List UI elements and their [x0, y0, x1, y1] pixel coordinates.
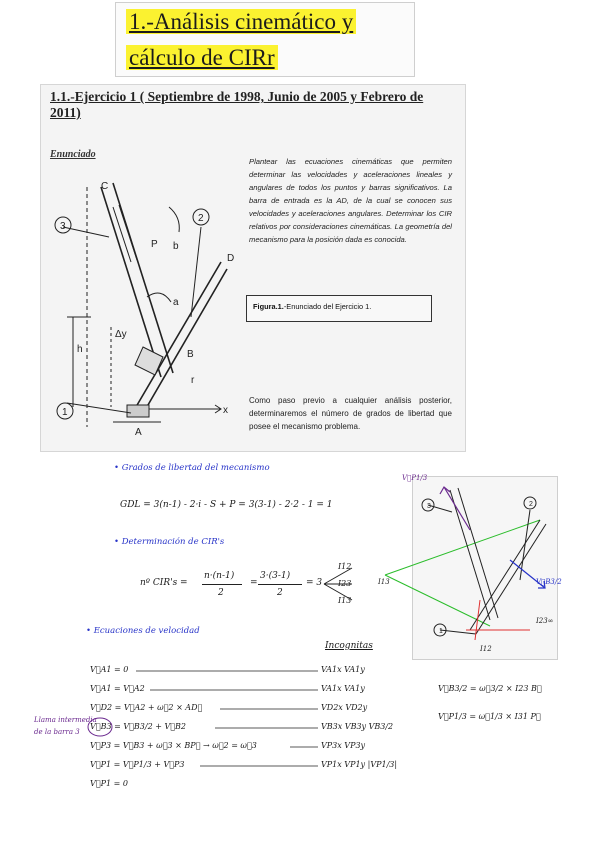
title-box: [115, 2, 415, 77]
svg-text:2: 2: [529, 501, 533, 508]
title-line-2: cálculo de CIRr: [126, 45, 278, 71]
cir-eq-mid: =: [250, 578, 258, 588]
cir-frac2-den: 2: [277, 588, 283, 598]
velocity-title: • Ecuaciones de velocidad: [86, 626, 200, 636]
eq-unknowns: VB3x VB3y VB3/2: [321, 722, 394, 731]
eq-line: V⃗B3 = V⃗B3/2 + V⃗B2: [90, 722, 187, 731]
cir-title: • Determinación de CIR's: [114, 537, 225, 547]
fig-label-a: a: [173, 297, 179, 308]
cir-frac2-bar: [258, 584, 302, 585]
fig-label-b: b: [173, 241, 179, 252]
fig-label-c: C: [101, 181, 109, 192]
cir-frac1-bar: [202, 584, 242, 585]
title-line-1: 1.-Análisis cinemático y: [126, 9, 356, 35]
problem-statement: Plantear las ecuaciones cinemáticas que permiten determinar las velocidades y aceleraciones lineales y angulares de todos los puntos y barras significativos. La barra de entrada es la AD, de la cual se conocen sus velocidades y aceleraciones angulares. Determinar los CIR relativos por consideraciones cinemáticas. La geometría del mecanismo para la posición dada es conocida.: [249, 157, 452, 244]
eq-unknowns: VD2x VD2y: [321, 703, 368, 712]
cir-eq-right: = 3: [306, 578, 323, 588]
exercise-heading: 1.1.-Ejercicio 1 ( Septiembre de 1998, Junio de 2005 y Febrero de 2011): [50, 89, 424, 120]
diag-label-i13: I13: [378, 578, 390, 586]
fig-label-A: A: [135, 427, 142, 438]
eq-line: V⃗A1 = 0: [90, 665, 129, 674]
eq-line: V⃗A1 = V⃗A2: [90, 684, 145, 693]
gdl-equation: GDL = 3(n-1) - 2·i - S + P = 3(3-1) - 2·2 - 1 = 1: [120, 500, 333, 510]
fig-number-1: 1: [62, 407, 68, 418]
eq-line: V⃗D2 = V⃗A2 + ω⃗2 × AD⃗: [90, 703, 203, 712]
fig-label-h: h: [77, 344, 83, 355]
section-label-enunciado: Enunciado: [50, 149, 96, 160]
cir-diagram-box: [412, 476, 558, 660]
cir-eq-left: nº CIR's =: [140, 578, 188, 588]
eq-line: V⃗P1 = 0: [90, 779, 128, 788]
svg-text:3: 3: [427, 503, 431, 510]
fig-label-delta-y: Δy: [115, 329, 127, 340]
eq-line: V⃗P3 = V⃗B3 + ω⃗3 × BP⃗ → ω⃗2 = ω⃗3: [90, 741, 257, 750]
cir-frac2-num: 3·(3-1): [260, 571, 291, 581]
fig-label-d: D: [227, 253, 235, 264]
figure-caption: Figura.1.-Enunciado del Ejercicio 1.: [246, 295, 432, 322]
diag-label-i12: I12: [480, 645, 492, 653]
exercise-scan: [40, 84, 466, 452]
cir-frac1-num: n·(n-1): [204, 571, 235, 581]
vb-relative-eq: V⃗B3/2 = ω⃗3/2 × I23 B⃗: [438, 684, 542, 693]
eq-line: V⃗P1 = V⃗P1/3 + V⃗P3: [90, 760, 185, 769]
eq-unknowns: VA1x VA1y: [321, 684, 365, 693]
diag-label-vp13: V⃗P1/3: [402, 474, 428, 482]
eq-unknowns: VP1x VP1y |VP1/3|: [321, 760, 398, 769]
mechanism-figure: [51, 177, 241, 447]
side-note-line-1: Llama intermedia: [34, 716, 97, 724]
svg-text:1: 1: [439, 628, 443, 635]
cir-item-1: I12: [338, 562, 352, 571]
cir-frac1-den: 2: [218, 588, 224, 598]
unknowns-title: Incognitas: [325, 641, 373, 651]
fig-label-x: x: [223, 405, 228, 416]
fig-label-big-b: B: [187, 349, 194, 360]
cir-item-3: I13: [338, 596, 352, 605]
vp-relative-eq: V⃗P1/3 = ω⃗1/3 × I31 P⃗: [438, 712, 541, 721]
previous-step-text: Como paso previo a cualquier análisis posterior, determinaremos el número de grados de libertad que posee el mecanismo problema.: [249, 396, 452, 431]
eq-unknowns: VP3x VP3y: [321, 741, 366, 750]
eq-unknowns: VA1x VA1y: [321, 665, 365, 674]
diag-label-i23: I23∞: [536, 617, 554, 625]
side-note-line-2: de la barra 3: [34, 728, 80, 736]
fig-label-r: r: [191, 375, 195, 386]
gdl-title: • Grados de libertad del mecanismo: [114, 463, 270, 473]
fig-number-2: 2: [198, 213, 204, 224]
fig-number-3: 3: [60, 221, 66, 232]
fig-label-p: P: [151, 239, 158, 250]
cir-item-2: I23: [338, 579, 352, 588]
diag-label-vb32: V⃗B3/2: [536, 578, 562, 586]
